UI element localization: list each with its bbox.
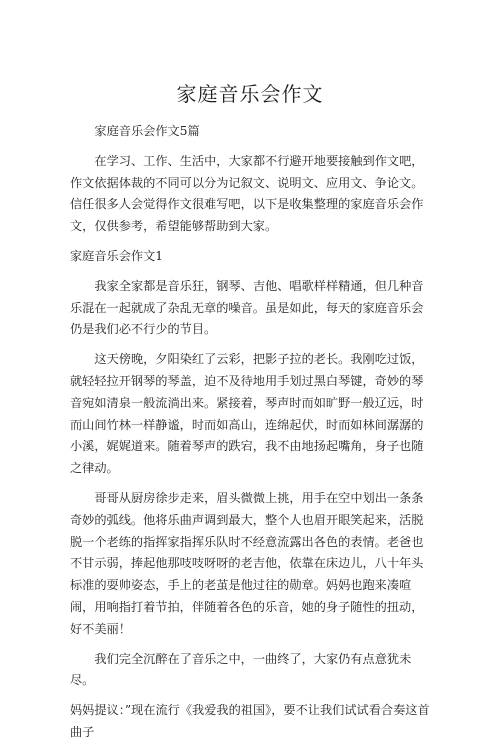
paragraph: 我家全家都是音乐狂，钢琴、吉他、唱歌样样精通，但几种音乐混在一起就成了杂乱无章的噪音。虽是如此，每天的家庭音乐会仍是我们必不行少的节目。 [70,278,424,337]
paragraph: 哥哥从厨房徐步走来，眉头微微上挑，用手在空中划出一条条奇妙的弧线。他将乐曲声调到最大，整个人也眉开眼笑起来，活脱脱一个老练的指挥家指挥乐队时不经意流露出各色的表情。老爸也不甘示弱，捧起他那吱吱呀呀的老吉他，依靠在床边儿，八十年头标准的耍帅姿态，手上的老茧是他过往的勋章。妈妈也跑来凑喧闹，用响指打着节拍，伴随着各色的乐音，她的身子随性的扭动，好不美丽！ [70,490,424,636]
section-heading: 家庭音乐会作文1 [70,248,164,263]
document-title: 家庭音乐会作文 [176,82,324,106]
paragraph: 这天傍晚，夕阳染红了云彩，把影子拉的老长。我刚吃过饭，就轻轻拉开钢琴的琴盖，迫不及待地用手划过黑白琴键，奇妙的琴音宛如清泉一般流淌出来。紧接着，琴声时而如旷野一般辽远，时而山间竹林一样静谧，时而如高山，连绵起伏，时而如林间潺潺的小溪，娓娓道来。随着琴声的跌宕，我不由地扬起嘴角，身子也随之律动。 [70,352,424,476]
intro-paragraph: 在学习、工作、生活中，大家都不行避开地要接触到作文吧，作文依据体裁的不同可以分为记叙文、说明文、应用文、争论文。信任很多人会觉得作文很难写吧，以下是收集整理的家庭音乐会作文，仅供参考，希望能够帮助到大家。 [70,153,424,234]
last-line: 妈妈提议：”现在流行《我爱我的祖国》，要不让我们试试看合奏这首曲子 [70,703,430,739]
document-subtitle: 家庭音乐会作文5篇 [94,124,200,138]
document-body [70,121,432,752]
paragraph: 我们完全沉醉在了音乐之中，一曲终了，大家仍有点意犹未尽。 [70,651,412,688]
